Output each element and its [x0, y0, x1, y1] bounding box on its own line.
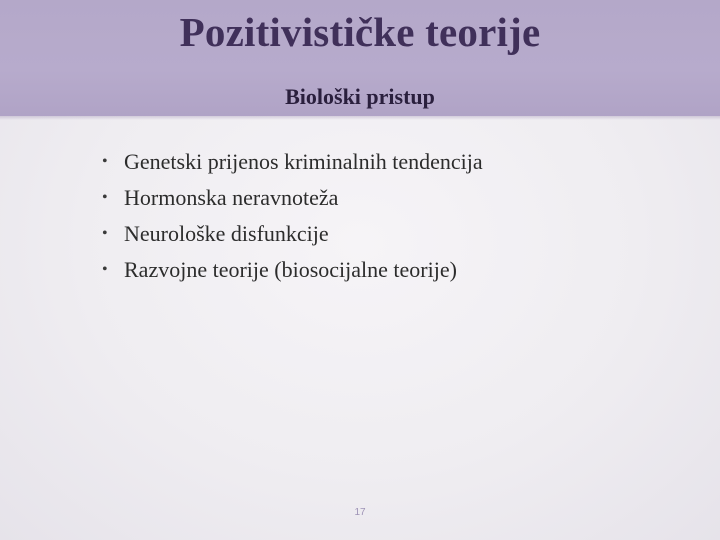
header-band: [0, 0, 720, 116]
bullet-text: Genetski prijenos kriminalnih tendencija: [124, 149, 483, 174]
bullet-text: Neurološke disfunkcije: [124, 221, 329, 246]
list-item: [100, 252, 483, 288]
bullet-icon: •: [102, 225, 108, 242]
list-item: [100, 180, 483, 216]
slide-title: Pozitivističke teorije: [179, 9, 541, 55]
list-item: [100, 144, 483, 180]
list-item: [100, 216, 483, 252]
bullet-text: Razvojne teorije (biosocijalne teorije): [124, 257, 457, 282]
page-number: 17: [354, 507, 366, 518]
bullet-text: Hormonska neravnoteža: [124, 185, 339, 210]
bullet-icon: •: [102, 153, 108, 170]
bullet-icon: •: [102, 261, 108, 278]
slide-subtitle: Biološki pristup: [285, 84, 435, 109]
bullet-icon: •: [102, 189, 108, 206]
bullet-list: [100, 144, 483, 288]
